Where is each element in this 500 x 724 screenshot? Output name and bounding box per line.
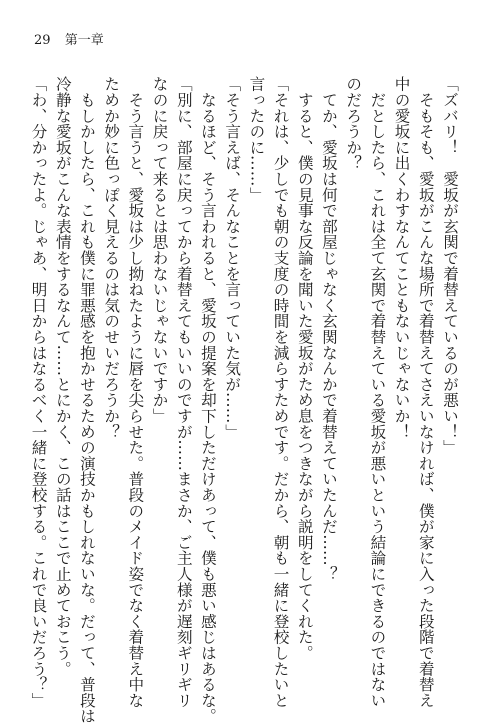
text-line: そう言うと、愛坂は少し拗ねたように唇を尖らせた。普段のメイド姿でなく着替え中な bbox=[126, 76, 145, 708]
text-line: てか、愛坂は何で部屋じゃなく玄関なんかで着替えていたんだ……？ bbox=[319, 76, 338, 582]
chapter-title: 第一章 bbox=[64, 33, 104, 48]
page-number: 29 bbox=[34, 33, 51, 48]
text-line: すると、僕の見事な反論を聞いた愛坂がため息をつきながら説明をしてくれた。 bbox=[295, 76, 314, 661]
text-line: 中の愛坂に出くわすなんてこともないじゃないか！ bbox=[392, 76, 411, 440]
text-line: 「それは、少しでも朝の支度の時間を減らすためです。だから、朝も一緒に登校したいと bbox=[271, 76, 290, 708]
text-line: なのに戻って来るとは思わないじゃないですか」 bbox=[150, 76, 169, 424]
text-line: 「ズバリ！ 愛坂が玄関で着替えているのが悪い！」 bbox=[441, 76, 459, 456]
text-line: 冷静な愛坂がこんな表情をするなんて……とにかく、この話はここで止めておこう。 bbox=[53, 76, 72, 677]
text-line: ためか妙に色っぽく見えるのは気のせいだろうか？ bbox=[102, 76, 121, 440]
text-line: そもそも、愛坂がこんな場所で着替えてさえいなければ、僕が家に入った段階で着替え bbox=[416, 76, 435, 708]
text-line: 言ったのに……」 bbox=[247, 76, 266, 203]
text-line: 「別に、部屋に戻ってから着替えてもいいのですが……まさか、ご主人様が遅刻ギリギリ bbox=[174, 76, 193, 708]
text-line: なるほど、そう言われると、愛坂の提案を却下しただけあって、僕も悪い感じはあるな。 bbox=[198, 76, 217, 724]
text-line: 「そう言えば、そんなことを言っていた気が……」 bbox=[223, 76, 242, 440]
text-line: だとしたら、これは全て玄関で着替えている愛坂が悪いという結論にできるのではない bbox=[368, 76, 387, 708]
text-line: 「わ、分かったよ。じゃあ、明日からはなるべく一緒に登校する。これで良いだろう？」 bbox=[29, 76, 48, 708]
body-text bbox=[29, 76, 462, 724]
text-line: のだろうか？ bbox=[344, 76, 363, 171]
text-line: もしかしたら、これも僕に罪悪感を抱かせるための演技かもしれないな。だって、普段は bbox=[77, 76, 96, 724]
page-header bbox=[34, 34, 104, 47]
